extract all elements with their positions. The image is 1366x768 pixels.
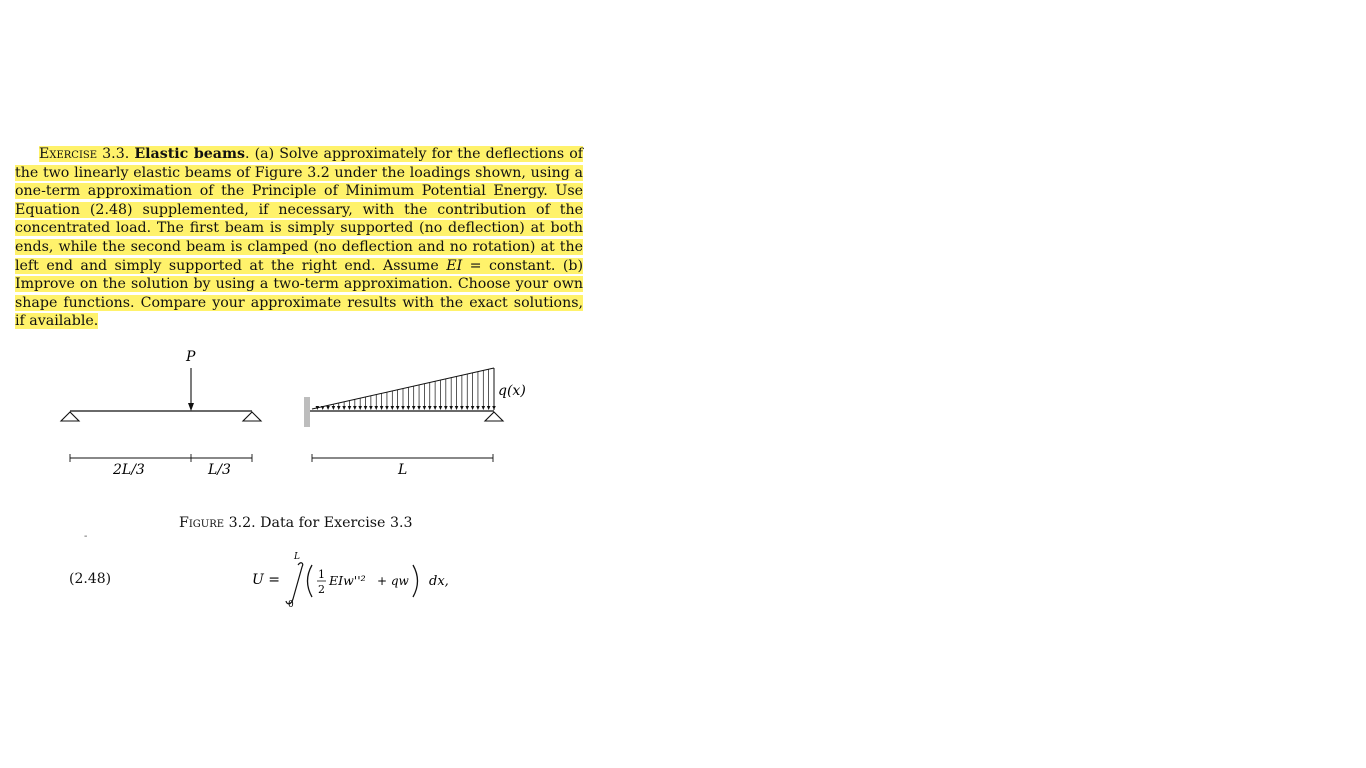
left-support-triangle <box>61 412 79 421</box>
figure-caption <box>179 515 413 531</box>
load-arrow-head <box>342 406 346 410</box>
load-arrow-head <box>444 406 448 410</box>
dist-load-label: q(x) <box>498 383 526 399</box>
load-arrow-head <box>369 406 373 410</box>
dim-label-l: L <box>398 462 408 478</box>
load-arrow-head <box>487 406 491 410</box>
load-arrow-head <box>385 406 389 410</box>
point-load-arrowhead <box>188 403 194 411</box>
right-paren <box>413 565 418 597</box>
integral-lower-limit: 0 <box>288 600 294 610</box>
eq-term-qw: + qw <box>377 574 409 588</box>
load-arrow-head <box>481 406 485 410</box>
eq-lhs: U = <box>252 572 280 588</box>
exercise-text-part1: . (a) Solve approximately for the deflections of the two linearly elastic beams of Figure 3.2 under the loadings shown, using a one-term approximation of the Principle of Minimum Potential Energy. Use Equation (2.48) supplemented, if necessary, with the contribution of the concentrated load. The first beam is simply supported (no deflection) at both ends, while the second beam is clamped (no deflection and no rotation) at the left end and simply supported at the right end. Assume <box>15 146 583 274</box>
exercise-text-part2: = constant. (b) Improve on the solution by using a two-term approximation. Choose your own shape functions. Compare your approximate results with the exact solutions, if available. <box>15 257 584 330</box>
load-arrow-head <box>428 406 432 410</box>
eq-term-eiw: EIw''² <box>329 573 366 588</box>
integral-upper-limit: L <box>294 552 300 562</box>
load-arrow-head <box>433 406 437 410</box>
eq-dx: dx, <box>429 574 449 589</box>
load-arrow-head <box>439 406 443 410</box>
load-arrow-head <box>332 406 336 410</box>
dim-label-2l3: 2L/3 <box>113 462 145 478</box>
load-arrow-head <box>407 406 411 410</box>
load-arrow-head <box>455 406 459 410</box>
load-arrow-head <box>476 406 480 410</box>
roller-support-triangle <box>485 412 503 421</box>
load-arrow-head <box>417 406 421 410</box>
equation-number: (2.48) <box>69 571 112 587</box>
load-arrow-head <box>492 406 496 410</box>
left-paren <box>308 565 313 597</box>
load-arrow-head <box>449 406 453 410</box>
frac-numerator: 1 <box>318 568 325 581</box>
load-arrow-head <box>358 406 362 410</box>
frac-denominator: 2 <box>318 583 325 596</box>
load-arrow-head <box>423 406 427 410</box>
load-arrow-head <box>401 406 405 410</box>
load-arrow-head <box>348 406 352 410</box>
load-arrow-head <box>471 406 475 410</box>
exercise-title: Elastic beams <box>134 146 245 162</box>
load-arrow-head <box>337 406 341 410</box>
load-arrow-head <box>353 406 357 410</box>
stray-mark: - <box>84 531 88 542</box>
clamped-wall <box>304 397 310 427</box>
load-arrow-head <box>374 406 378 410</box>
figure-beams <box>0 330 620 500</box>
exercise-ei: EI <box>446 257 463 274</box>
caption-text: 3.2. Data for Exercise 3.3 <box>228 515 413 531</box>
dim-label-l3: L/3 <box>208 462 231 478</box>
exercise-label: Exercise <box>39 146 98 162</box>
load-arrow-head <box>380 406 384 410</box>
load-arrow-head <box>364 406 368 410</box>
caption-figure-label: Figure <box>179 515 225 531</box>
load-arrow-head <box>460 406 464 410</box>
load-arrow-head <box>465 406 469 410</box>
load-arrow-head <box>396 406 400 410</box>
distributed-load-arrows <box>316 368 496 410</box>
equation-2-48 <box>240 545 480 615</box>
right-support-triangle <box>243 412 261 421</box>
exercise-number: 3.3. <box>102 146 130 162</box>
load-arrow-head <box>412 406 416 410</box>
point-load-label: P <box>186 349 196 365</box>
integral-sign <box>286 563 303 604</box>
load-arrow-head <box>321 406 325 410</box>
exercise-paragraph <box>15 145 583 331</box>
load-arrow-head <box>326 406 330 410</box>
load-arrow-head <box>390 406 394 410</box>
